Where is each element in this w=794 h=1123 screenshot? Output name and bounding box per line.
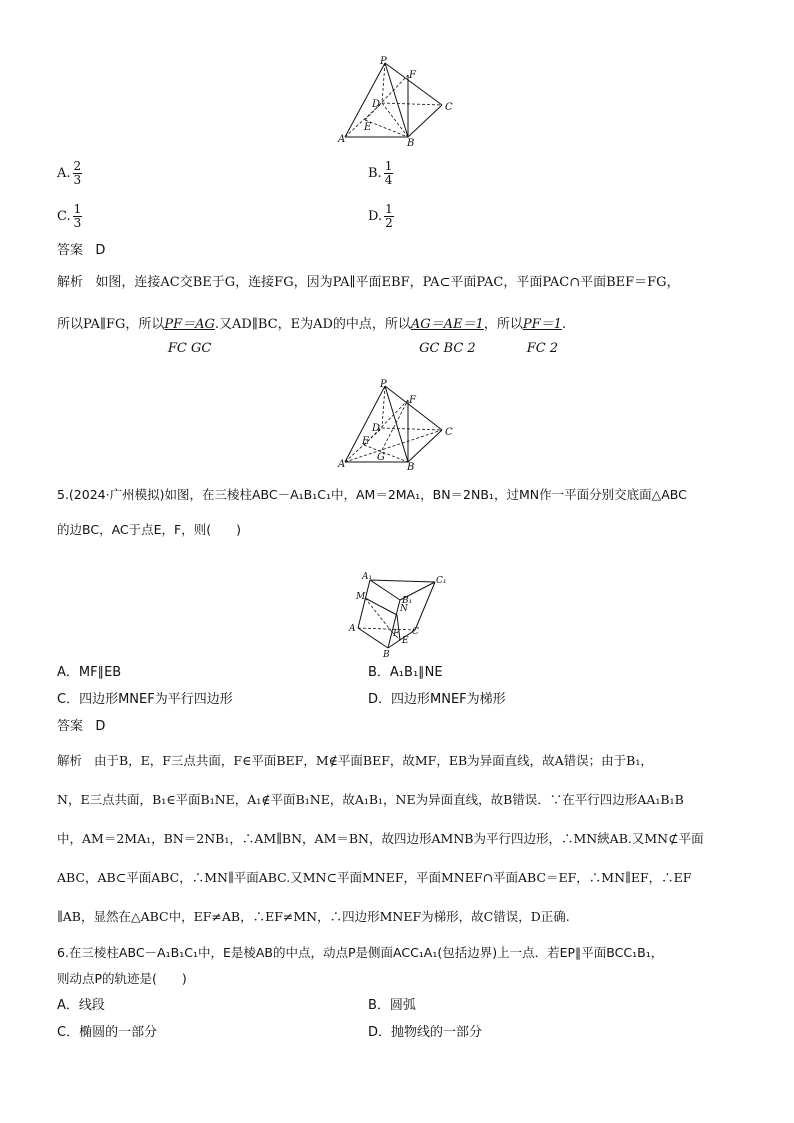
fig3-label-C1: C₁ — [436, 576, 447, 586]
pyramid-figure-2 — [330, 378, 470, 473]
q5-analysis-line2: N，E三点共面，B₁∈平面B₁NE，A₁∉平面B₁NE，故A₁B₁，NE为异面直线，故B错误．∵在平行四边形AA₁B₁B — [57, 792, 684, 807]
q5-analysis-line4: ABC，AB⊂平面ABC，∴MN∥平面ABC.又MN⊂平面MNEF，平面MNEF∩平面ABC＝EF，∴MN∥EF，∴EF — [57, 870, 692, 885]
q5-answer: 答案 D — [57, 719, 106, 734]
fig2-label-F: F — [409, 395, 416, 406]
q4-analysis-line2: 所以PA∥FG，所以 $\frac{PF=AG}{\text{FC GC}}$ .又AD∥BC，E为AD的中点，所以 $\frac{AG=AE=1}{\text{GC BC 2}}$ ，所以 $\frac{PF=1}{FC 2}$ . — [57, 317, 567, 356]
fig2-label-D: D — [372, 423, 381, 434]
q5-option-c[interactable]: C．四边形MNEF为平行四边形 — [57, 692, 233, 707]
fig3-label-B1: B₁ — [402, 596, 413, 606]
q4-option-a[interactable]: A. $\frac{2}{3}$ — [57, 159, 82, 187]
fig1-label-F: F — [409, 70, 416, 81]
fig3-label-B: B — [383, 650, 390, 658]
q4-analysis-line1: 解析 如图，连接AC交BE于G，连接FG，因为PA∥平面EBF，PA⊂平面PAC，平面PAC∩平面BEF＝FG， — [57, 275, 680, 290]
fig1-label-A: A — [338, 134, 346, 145]
pyramid-figure-1 — [330, 55, 470, 150]
fig3-label-A1: A₁ — [362, 572, 373, 582]
q6-option-c[interactable]: C．椭圆的一部分 — [57, 1025, 158, 1040]
fig3-label-M: M — [356, 592, 366, 602]
prism-figure — [340, 568, 460, 658]
fig1-label-E: E — [364, 122, 372, 133]
fig1-label-D: D — [372, 99, 381, 110]
fig3-label-A: A — [349, 624, 356, 634]
fig1-label-B: B — [407, 138, 415, 149]
q5-analysis-line3: 中，AM＝2MA₁，BN＝2NB₁，∴AM∥BN，AM＝BN，故四边形AMNB为平行四边形，∴MN綊AB.又MN⊄平面 — [57, 831, 704, 846]
q4-option-b[interactable]: B. $\frac{1}{4}$ — [368, 159, 393, 187]
q6-option-a[interactable]: A．线段 — [57, 998, 105, 1013]
fig3-label-F: F — [393, 629, 400, 639]
fig3-label-E: E — [402, 636, 409, 646]
fig2-label-B: B — [407, 462, 415, 473]
fig2-label-C: C — [445, 427, 453, 438]
q4-answer: 答案 D — [57, 243, 106, 258]
q5-analysis-line1: 解析 由于B，E，F三点共面，F∈平面BEF，M∉平面BEF，故MF，EB为异面直线，故A错误；由于B₁， — [57, 753, 653, 768]
q4-option-d[interactable]: D. $\frac{1}{2}$ — [368, 202, 393, 230]
q5-stem-line2: 的边BC，AC于点E，F，则( ) — [57, 522, 241, 537]
fig1-label-C: C — [445, 102, 453, 113]
fig1-label-P: P — [380, 56, 387, 67]
q5-analysis-line5: ∥AB，显然在△ABC中，EF≠AB，∴EF≠MN，∴四边形MNEF为梯形，故C错误，D正确. — [57, 909, 570, 924]
q6-stem-line2: 则动点P的轨迹是( ) — [57, 971, 187, 986]
q6-option-b[interactable]: B．圆弧 — [368, 998, 416, 1013]
fig2-label-E: E — [362, 436, 370, 447]
q5-option-a[interactable]: A．MF∥EB — [57, 665, 122, 680]
q5-option-d[interactable]: D．四边形MNEF为梯形 — [368, 692, 506, 707]
q5-stem-line1: 5.(2024·广州模拟)如图，在三棱柱ABC－A₁B₁C₁中，AM＝2MA₁，BN＝2NB₁，过MN作一平面分别交底面△ABC — [57, 487, 687, 502]
fig2-label-P: P — [380, 379, 387, 390]
fig2-label-A: A — [338, 459, 346, 470]
fig2-label-G: G — [377, 452, 385, 463]
q4-option-c[interactable]: C. $\frac{1}{3}$ — [57, 202, 82, 230]
q6-option-d[interactable]: D．抛物线的一部分 — [368, 1025, 483, 1040]
fig3-label-N: N — [400, 604, 408, 614]
fig3-label-C: C — [412, 627, 419, 637]
q6-stem-line1: 6.在三棱柱ABC－A₁B₁C₁中，E是棱AB的中点，动点P是侧面ACC₁A₁(包括边界)上一点．若EP∥平面BCC₁B₁， — [57, 945, 664, 960]
q5-option-b[interactable]: B．A₁B₁∥NE — [368, 665, 443, 680]
